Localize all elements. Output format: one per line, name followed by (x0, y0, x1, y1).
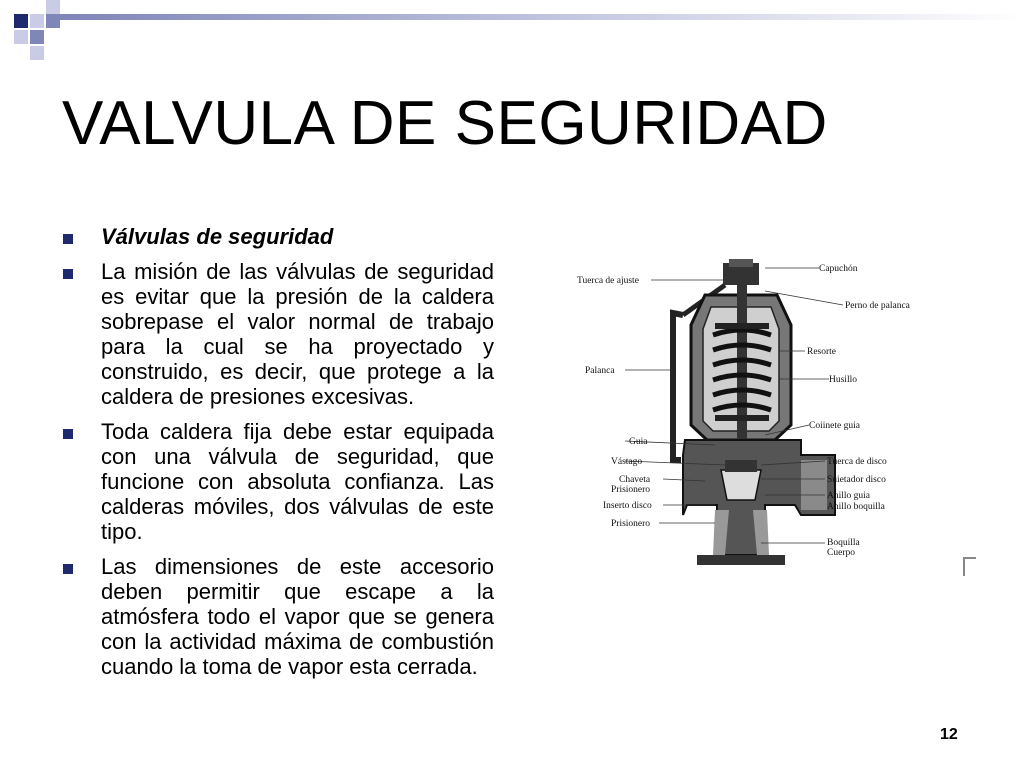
bullet-marker (63, 429, 73, 439)
label-cojinete-guia: Coiinete guia (809, 421, 860, 431)
label-guia-left: Guia (629, 437, 648, 447)
label-cuerpo: Cuerpo (827, 548, 855, 558)
label-perno-palanca: Perno de palanca (845, 301, 910, 311)
bullet-item (60, 554, 494, 679)
label-tuerca-disco: Tuerca de disco (827, 457, 887, 467)
bullet-item (60, 224, 494, 249)
decorative-corner-squares (0, 0, 100, 70)
bullet-item (60, 419, 494, 544)
label-resorte: Resorte (807, 347, 837, 357)
label-vastago: Vástago (611, 457, 643, 467)
bullet-text: Las dimensiones de este accesorio deben permitir que escape a la atmósfera todo el vapor que se genera con la actividad máxima de combustión cuando la toma de vapor esta cerrada. (101, 554, 494, 679)
slide-title: VALVULA DE SEGURIDAD (62, 89, 828, 158)
label-tuerca-ajuste: Tuerca de ajuste (577, 276, 639, 286)
label-palanca: Palanca (585, 366, 615, 376)
label-prisionero-bottom: Prisionero (611, 519, 651, 529)
label-anillo-boquilla: Anillo boquilla (827, 502, 885, 512)
bullet-marker (63, 564, 73, 574)
bullet-heading: Válvulas de seguridad (101, 224, 334, 249)
valve-drawing (673, 259, 835, 565)
corner-mark-icon (962, 556, 976, 576)
bullet-text: La misión de las válvulas de seguridad es evitar que la presión de la caldera sobrepase el valor normal de trabajo para la cual se ha proyectado y construido, es decir, que protege a la caldera de presiones excesivas. (101, 259, 494, 409)
header-rule (60, 14, 1024, 20)
label-husillo: Husillo (829, 375, 857, 385)
bullet-list (60, 224, 494, 689)
label-prisionero-top: Prisionero (611, 485, 651, 495)
label-sujetador-disco: Suietador disco (827, 475, 886, 485)
label-capuchon: Capuchón (819, 264, 858, 274)
label-inserto-disco: Inserto disco (603, 501, 652, 511)
label-chaveta: Chaveta (619, 475, 651, 485)
bullet-text: Toda caldera fija debe estar equipada con una válvula de seguridad, que funcione con absoluta confianza. Las calderas móviles, dos válvulas de este tipo. (101, 419, 494, 544)
bullet-marker (63, 269, 73, 279)
bullet-item (60, 259, 494, 409)
page-number: 12 (940, 726, 958, 743)
label-boquilla: Boquilla (827, 538, 860, 548)
bullet-marker (63, 234, 73, 244)
label-anillo-guia: Anillo guia (827, 491, 871, 501)
safety-valve-diagram (565, 255, 945, 575)
